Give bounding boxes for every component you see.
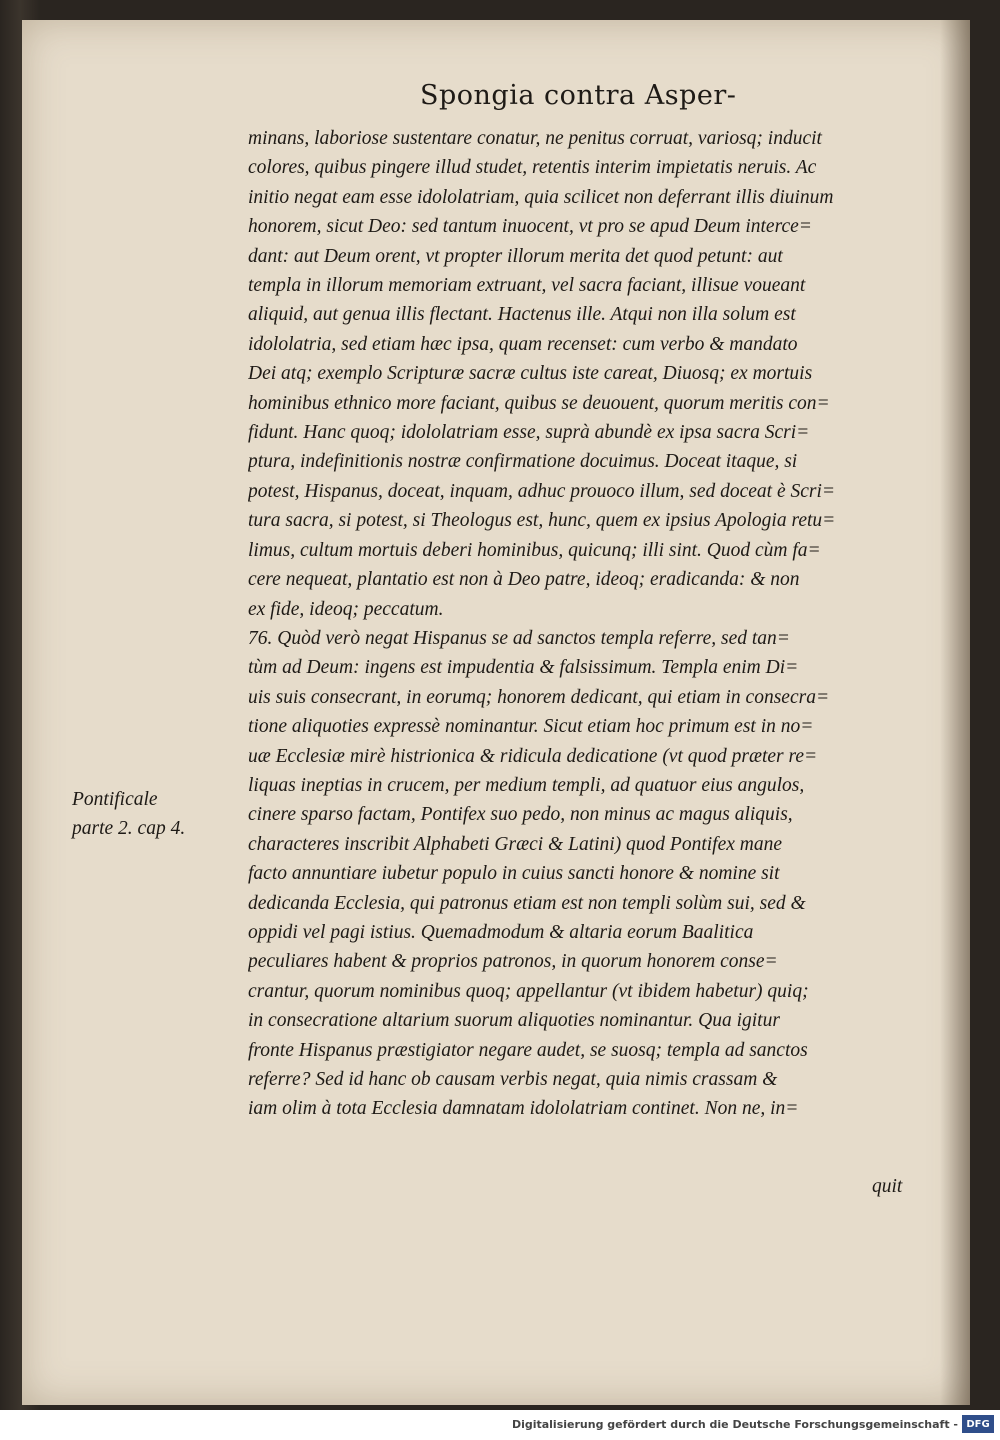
text-line: uis suis consecrant, in eorumq; honorem dedicant, qui etiam in consecra= — [248, 686, 830, 708]
text-line: potest, Hispanus, doceat, inquam, adhuc prouoco illum, sed doceat è Scri= — [248, 480, 836, 502]
text-line: tura sacra, si potest, si Theologus est, hunc, quem ex ipsius Apologia retu= — [248, 510, 836, 532]
text-line: iam olim à tota Ecclesia damnatam idololatriam continet. Non ne, in= — [248, 1098, 799, 1120]
text-line: initio negat eam esse idololatriam, quia scilicet non deferrant illis diuinum — [248, 186, 834, 208]
text-line: hominibus ethnico more faciant, quibus se deuouent, quorum meritis con= — [248, 392, 830, 414]
margin-note-line: parte 2. cap 4. — [72, 818, 186, 840]
text-line: peculiares habent & proprios patronos, in quorum honorem conse= — [248, 951, 778, 973]
text-line: honorem, sicut Deo: sed tantum inuocent, vt pro se apud Deum interce= — [248, 216, 812, 238]
dfg-logo-icon: DFG — [962, 1415, 994, 1433]
text-line: colores, quibus pingere illud studet, retentis interim impietatis neruis. Ac — [248, 157, 817, 179]
text-line: tione aliquoties expressè nominantur. Sicut etiam hoc primum est in no= — [248, 716, 814, 738]
text-line: in consecratione altarium suorum aliquoties nominantur. Qua igitur — [248, 1010, 780, 1032]
body-text — [248, 124, 948, 1124]
text-line: fidunt. Hanc quoq; idololatriam esse, suprà abundè ex ipsa sacra Scri= — [248, 422, 810, 444]
text-line: tùm ad Deum: ingens est impudentia & falsissimum. Templa enim Di= — [248, 657, 799, 679]
text-line: templa in illorum memoriam extruant, vel sacra faciant, illisue voueant — [248, 275, 806, 297]
text-line: crantur, quorum nominibus quoq; appellantur (vt ibidem habetur) quiq; — [248, 980, 809, 1002]
text-line: cere nequeat, plantatio est non à Deo patre, ideoq; eradicanda: & non — [248, 569, 800, 591]
text-line: aliquid, aut genua illis flectant. Hactenus ille. Atqui non illa solum est — [248, 304, 796, 326]
funding-credit: Digitalisierung gefördert durch die Deutsche Forschungsgemeinschaft - — [511, 1418, 958, 1431]
running-head: Spongia contra Asper- — [420, 80, 737, 111]
text-line: ex fide, ideoq; peccatum. — [248, 598, 444, 620]
text-line: uæ Ecclesiæ mirè histrionica & ridicula dedicatione (vt quod præter re= — [248, 745, 818, 767]
text-line: dedicanda Ecclesia, qui patronus etiam est non templi solùm sui, sed & — [248, 892, 806, 914]
text-line: characteres inscribit Alphabeti Græci & Latini) quod Pontifex mane — [248, 833, 783, 855]
catchword: quit — [872, 1176, 903, 1197]
text-line: Dei atq; exemplo Scripturæ sacræ cultus iste careat, Diuosq; ex mortuis — [248, 363, 813, 385]
text-line: liquas ineptias in crucem, per medium templi, ad quatuor eius angulos, — [248, 774, 805, 796]
text-line: ptura, indefinitionis nostræ confirmatione docuimus. Doceat itaque, si — [248, 451, 798, 473]
margin-note-line: Pontificale — [72, 789, 158, 810]
text-line: cinere sparso factam, Pontifex suo pedo, non minus ac magus aliquis, — [248, 804, 793, 826]
text-line: facto annuntiare iubetur populo in cuius sancti honore & nomine sit — [248, 863, 780, 885]
footer-bar — [0, 1410, 1000, 1440]
text-line: fronte Hispanus præstigiator negare audet, se suosq; templa ad sanctos — [248, 1039, 808, 1061]
text-line: idololatria, sed etiam hæc ipsa, quam recenset: cum verbo & mandato — [248, 333, 798, 355]
text-line: dant: aut Deum orent, vt propter illorum merita det quod petunt: aut — [248, 245, 783, 267]
text-line: limus, cultum mortuis deberi hominibus, quicunq; illi sint. Quod cùm fa= — [248, 539, 821, 561]
text-line: oppidi vel pagi istius. Quemadmodum & altaria eorum Baalitica — [248, 921, 754, 943]
text-line: minans, laboriose sustentare conatur, ne penitus corruat, variosq; inducit — [248, 128, 822, 149]
margin-note — [72, 785, 232, 844]
text-line: 76. Quòd verò negat Hispanus se ad sanctos templa referre, sed tan= — [248, 627, 790, 649]
text-line: referre? Sed id hanc ob causam verbis negat, quia nimis crassam & — [248, 1069, 778, 1090]
